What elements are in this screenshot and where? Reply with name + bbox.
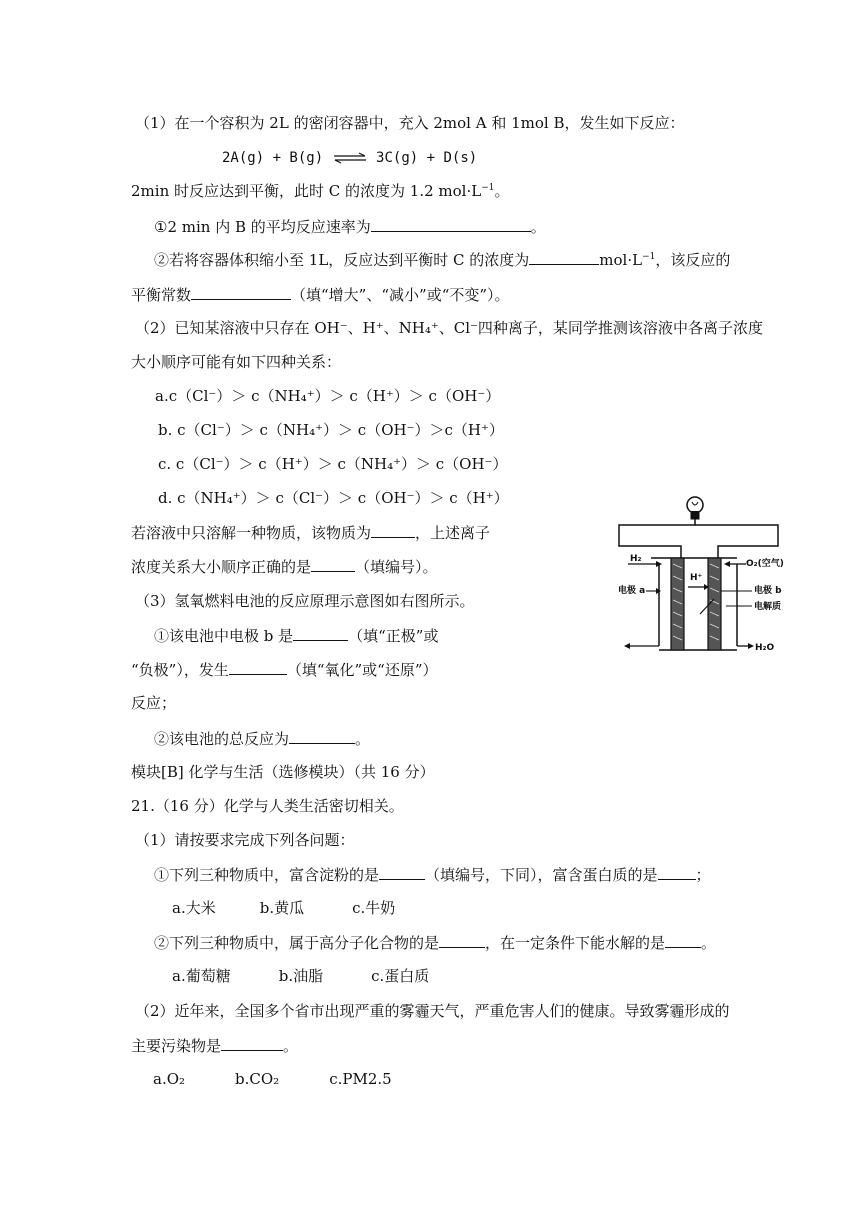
q21-opts2 bbox=[172, 966, 429, 986]
q2-question-text: 若溶液中只溶解一种物质，该物质为 bbox=[131, 524, 372, 542]
q1-sub2-line2 bbox=[131, 284, 510, 305]
q21-part1: （1）请按要求完成下列各问题： bbox=[135, 831, 355, 849]
q3-sub1 bbox=[154, 625, 438, 646]
answer-blank[interactable] bbox=[371, 522, 415, 538]
q21-sub2-mid: ，在一定条件下能水解的是 bbox=[485, 934, 666, 952]
q1-line3-sup: −1 bbox=[481, 183, 495, 193]
q2-option-c: c. c（Cl⁻）＞ c（H⁺）＞ c（NH₄⁺）＞ c（OH⁻） bbox=[158, 455, 508, 473]
question-21: 21.（16 分）化学与人类生活密切相关。 bbox=[131, 797, 404, 815]
q1-sub2-end: ，该反应的 bbox=[655, 251, 731, 269]
q3-sub1-line2-text: “负极”），发生 bbox=[131, 661, 229, 679]
q21-part2-end: 。 bbox=[283, 1037, 299, 1055]
answer-blank[interactable] bbox=[289, 728, 355, 744]
q3-intro: （3）氢氧燃料电池的反应原理示意图如右图所示。 bbox=[135, 592, 475, 610]
label-h2: H₂ bbox=[630, 554, 642, 564]
wire-right bbox=[695, 525, 778, 558]
q2-question-end: ，上述离子 bbox=[415, 524, 491, 542]
q2-option-b: b. c（Cl⁻）＞ c（NH₄⁺）＞ c（OH⁻）＞c（H⁺） bbox=[158, 421, 504, 439]
q21-part1-sub2 bbox=[154, 932, 716, 953]
module-b-header: 模块[B] 化学与生活（选修模块）（共 16 分） bbox=[131, 763, 435, 781]
equation-right: 3C(g) + D(s) bbox=[376, 150, 478, 166]
label-hplus: H⁺ bbox=[690, 573, 703, 583]
q1-line3-text: 2min 时反应达到平衡，此时 C 的浓度为 1.2 mol·L bbox=[131, 182, 482, 200]
q1-line3-end: 。 bbox=[494, 182, 510, 200]
q1-sub2-line2-text: 平衡常数 bbox=[131, 286, 192, 304]
fuel-cell-diagram bbox=[614, 494, 804, 664]
q3-sub1-end: （填“正极”或 bbox=[348, 627, 439, 645]
q21-sub1-mid: （填编号，下同），富含蛋白质的是 bbox=[425, 866, 658, 884]
q21-part1-sub1 bbox=[154, 864, 711, 885]
q1-intro: （1）在一个容积为 2L 的密闭容器中，充入 2mol A 和 1mol B，发生如下反应： bbox=[135, 114, 685, 132]
q1-sub2-line2-end: （填“增大”、“减小”或“不变”）。 bbox=[291, 286, 510, 304]
label-electrolyte: 电解质 bbox=[754, 602, 782, 612]
q2-question-line2 bbox=[131, 556, 438, 577]
option-rice: a.大米 bbox=[172, 899, 216, 917]
option-pm25: c.PM2.5 bbox=[329, 1070, 392, 1088]
q1-sub1-end: 。 bbox=[530, 218, 546, 236]
q3-sub1-text: ①该电池中电极 b 是 bbox=[154, 627, 294, 645]
q1-sub1-text: ①2 min 内 B 的平均反应速率为 bbox=[154, 218, 371, 236]
q1-sub2 bbox=[154, 249, 730, 270]
q1-sub1 bbox=[154, 216, 546, 237]
answer-blank[interactable] bbox=[529, 249, 599, 265]
equilibrium-arrows-icon bbox=[332, 151, 368, 165]
q2-question2-end: （填编号）。 bbox=[355, 558, 438, 576]
label-electrode-a: 电极 a bbox=[618, 586, 646, 596]
q1-line3 bbox=[131, 181, 509, 201]
equation-left: 2A(g) + B(g) bbox=[222, 150, 324, 166]
option-milk: c.牛奶 bbox=[352, 899, 396, 917]
light-bulb-icon bbox=[687, 497, 703, 519]
q21-part2-line2 bbox=[131, 1035, 298, 1056]
answer-blank[interactable] bbox=[311, 556, 355, 572]
option-fat: b.油脂 bbox=[278, 967, 324, 985]
q21-sub2-text: ②下列三种物质中，属于高分子化合物的是 bbox=[154, 934, 440, 952]
q2-intro-line1: （2）已知某溶液中只存在 OH⁻、H⁺、NH₄⁺、Cl⁻四种离子，某同学推测该溶液中各离子浓度 bbox=[135, 319, 763, 337]
q3-sub2 bbox=[154, 728, 370, 749]
q1-sub2-text: ②若将容器体积缩小至 1L，反应达到平衡时 C 的浓度为 bbox=[154, 251, 530, 269]
q3-sub1-line2 bbox=[131, 659, 438, 680]
option-co2: b.CO₂ bbox=[235, 1070, 280, 1088]
q2-option-d: d. c（NH₄⁺）＞ c（Cl⁻）＞ c（OH⁻）＞ c（H⁺） bbox=[158, 489, 509, 507]
q21-opts3 bbox=[153, 1069, 392, 1089]
q3-sub2-text: ②该电池的总反应为 bbox=[154, 730, 290, 748]
q1-sub2-unit: mol·L bbox=[599, 251, 643, 269]
answer-blank[interactable] bbox=[665, 932, 701, 948]
wire-left bbox=[619, 519, 695, 558]
q1-sub2-sup: −1 bbox=[642, 252, 656, 262]
option-protein: c.蛋白质 bbox=[371, 967, 430, 985]
q3-sub2-end: 。 bbox=[355, 730, 371, 748]
q21-sub1-end: ； bbox=[695, 866, 711, 884]
answer-blank[interactable] bbox=[293, 625, 348, 641]
q2-question2-text: 浓度关系大小顺序正确的是 bbox=[131, 558, 312, 576]
answer-blank[interactable] bbox=[439, 932, 485, 948]
option-glucose: a.葡萄糖 bbox=[172, 967, 231, 985]
answer-blank[interactable] bbox=[658, 864, 696, 880]
equilibrium-equation bbox=[222, 148, 477, 168]
q21-sub2-end: 。 bbox=[701, 934, 717, 952]
q2-question-line1 bbox=[131, 522, 490, 543]
answer-blank[interactable] bbox=[229, 659, 287, 675]
q3-sub1-line3: 反应； bbox=[131, 694, 177, 712]
answer-blank[interactable] bbox=[371, 216, 531, 232]
option-cucumber: b.黄瓜 bbox=[259, 899, 305, 917]
label-electrode-b: 电极 b bbox=[754, 586, 782, 596]
label-h2o: H₂O bbox=[755, 643, 775, 653]
answer-blank[interactable] bbox=[191, 284, 291, 300]
q2-option-a: a.c（Cl⁻）＞ c（NH₄⁺）＞ c（H⁺）＞ c（OH⁻） bbox=[155, 387, 501, 405]
q21-part2-line1: （2）近年来，全国多个省市出现严重的雾霾天气，严重危害人们的健康。导致雾霾形成的 bbox=[135, 1002, 730, 1020]
answer-blank[interactable] bbox=[221, 1035, 283, 1051]
q21-opts1 bbox=[172, 898, 395, 918]
answer-blank[interactable] bbox=[379, 864, 425, 880]
q3-sub1-line2-end: （填“氧化”或“还原”） bbox=[286, 661, 438, 679]
label-o2: O₂(空气) bbox=[746, 559, 784, 569]
q21-part2-text: 主要污染物是 bbox=[131, 1037, 222, 1055]
option-o2: a.O₂ bbox=[153, 1070, 186, 1088]
q21-sub1-text: ①下列三种物质中，富含淀粉的是 bbox=[154, 866, 380, 884]
q2-intro-line2: 大小顺序可能有如下四种关系： bbox=[131, 353, 342, 371]
